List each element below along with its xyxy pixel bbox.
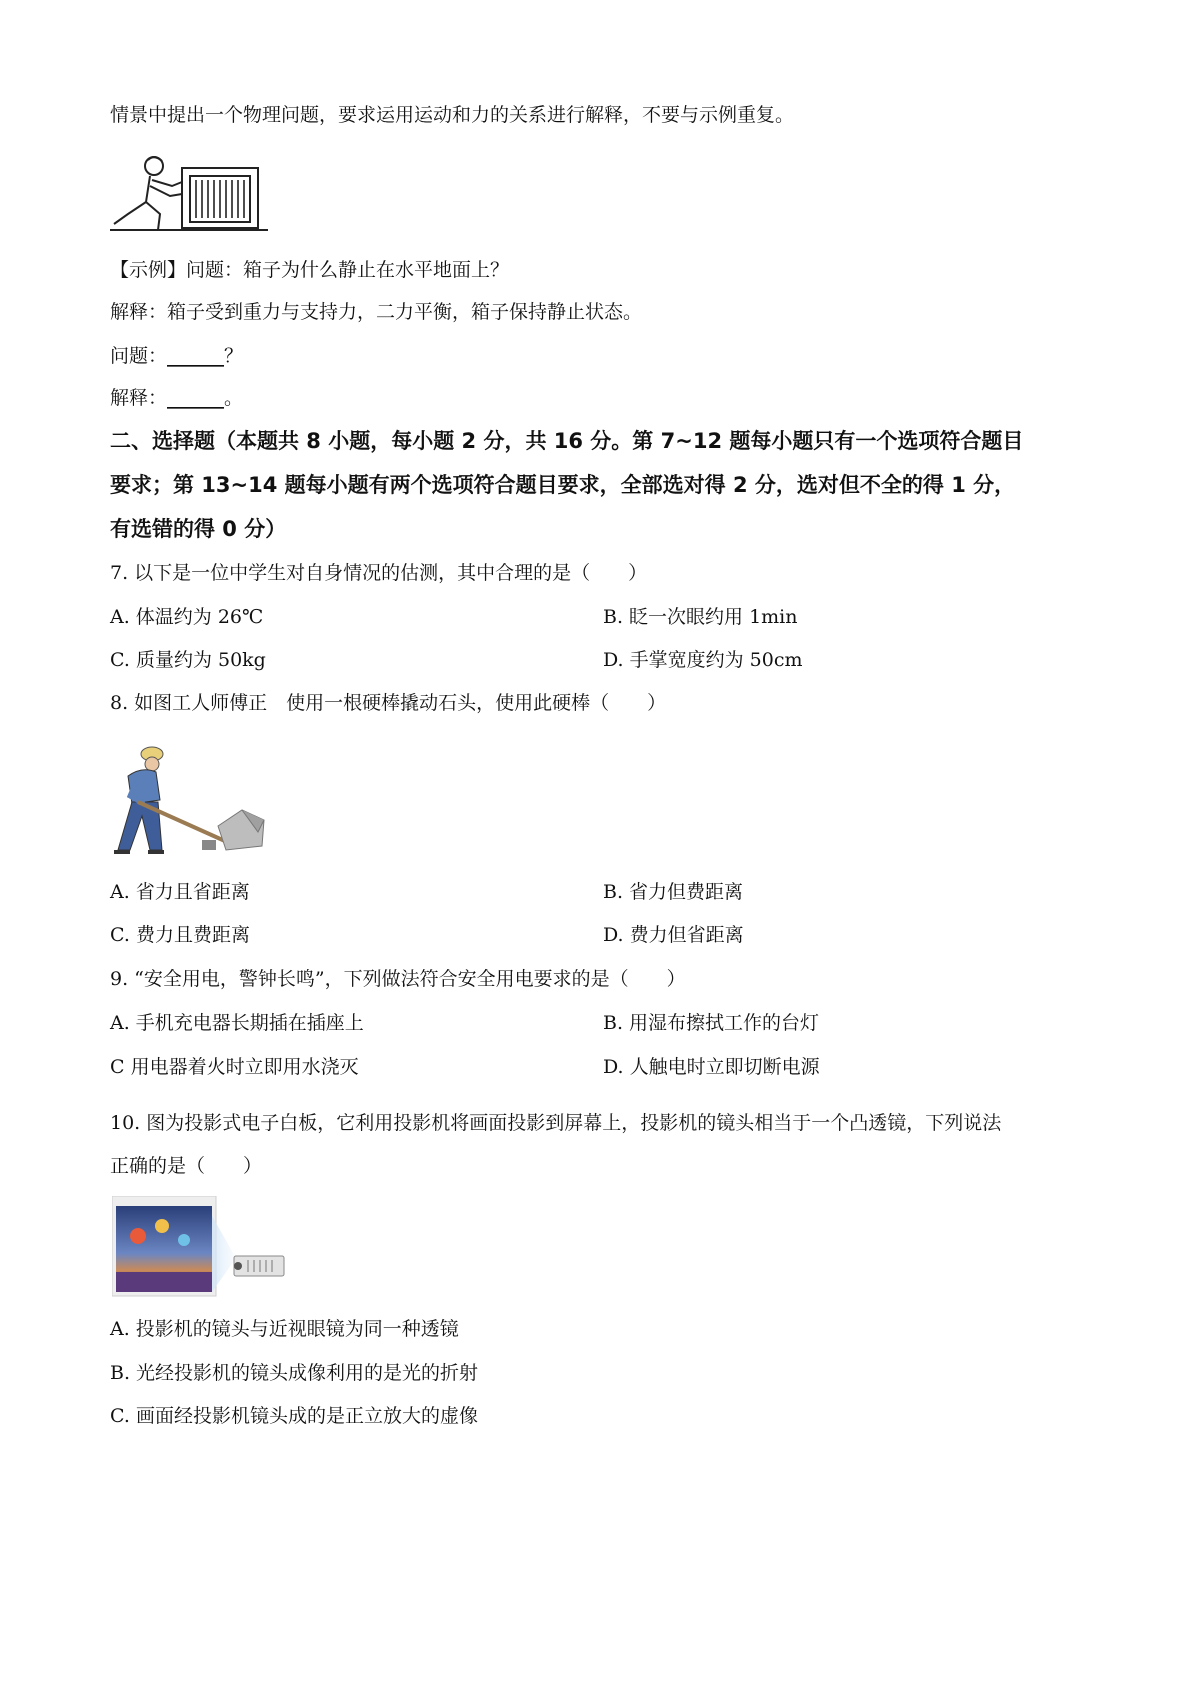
explanation-blank-line (110, 385, 243, 411)
intro-line: 情景中提出一个物理问题，要求运用运动和力的关系进行解释，不要与示例重复。 (110, 104, 795, 126)
q9-option-d[interactable]: D. 人触电时立即切断电源 (603, 1056, 820, 1078)
section2-header-line1: 二、选择题（本题共 8 小题，每小题 2 分，共 16 分。第 7~12 题每小题只有一个选项符合题目 (110, 429, 1024, 453)
q8-option-d[interactable]: D. 费力但省距离 (603, 924, 744, 946)
section2-header-line3: 有选错的得 0 分） (110, 517, 287, 541)
q8-option-a[interactable]: A. 省力且省距离 (110, 881, 250, 903)
question-end: ？ (224, 345, 244, 367)
q9-option-a[interactable]: A. 手机充电器长期插在插座上 (110, 1012, 364, 1034)
worker-lever-figure (108, 742, 288, 860)
q7-option-a[interactable]: A. 体温约为 26℃ (110, 606, 264, 628)
question-label: 问题： (110, 345, 168, 367)
q8-option-b[interactable]: B. 省力但费距离 (603, 881, 744, 903)
explanation-label: 解释： (110, 387, 168, 409)
q9-stem: 9. “安全用电，警钟长鸣”，下列做法符合安全用电要求的是（ ） (110, 968, 686, 990)
q9-option-b[interactable]: B. 用湿布擦拭工作的台灯 (603, 1012, 820, 1034)
explanation-blank[interactable]: ______ (167, 387, 225, 409)
q8-stem: 8. 如图工人师傅正 使用一根硬棒撬动石头，使用此硬棒（ ） (110, 692, 667, 714)
boy-pushing-box-figure (108, 152, 268, 252)
q7-stem: 7. 以下是一位中学生对自身情况的估测，其中合理的是（ ） (110, 562, 648, 584)
q10-option-c[interactable]: C. 画面经投影机镜头成的是正立放大的虚像 (110, 1405, 478, 1427)
q7-option-c[interactable]: C. 质量约为 50kg (110, 649, 266, 671)
question-blank-line (110, 343, 243, 369)
q10-stem-line2: 正确的是（ ） (110, 1155, 263, 1177)
q8-option-c[interactable]: C. 费力且费距离 (110, 924, 250, 946)
explanation-end: 。 (224, 387, 244, 409)
section2-header-line2: 要求；第 13~14 题每小题有两个选项符合题目要求，全部选对得 2 分，选对但不全的得 1 分， (110, 473, 1016, 497)
q10-option-a[interactable]: A. 投影机的镜头与近视眼镜为同一种透镜 (110, 1318, 459, 1340)
q7-option-b[interactable]: B. 眨一次眼约用 1min (603, 606, 798, 628)
q7-option-d[interactable]: D. 手掌宽度约为 50cm (603, 649, 803, 671)
example-explanation: 解释：箱子受到重力与支持力，二力平衡，箱子保持静止状态。 (110, 301, 643, 323)
projector-whiteboard-figure (112, 1196, 287, 1298)
example-question: 【示例】问题：箱子为什么静止在水平地面上？ (110, 259, 510, 281)
q9-option-c[interactable]: C 用电器着火时立即用水浇灭 (110, 1056, 359, 1078)
question-blank[interactable]: ______ (167, 345, 225, 367)
q10-option-b[interactable]: B. 光经投影机的镜头成像利用的是光的折射 (110, 1362, 479, 1384)
q10-stem-line1: 10. 图为投影式电子白板，它利用投影机将画面投影到屏幕上，投影机的镜头相当于一个凸透镜，下列说法 (110, 1112, 1002, 1134)
